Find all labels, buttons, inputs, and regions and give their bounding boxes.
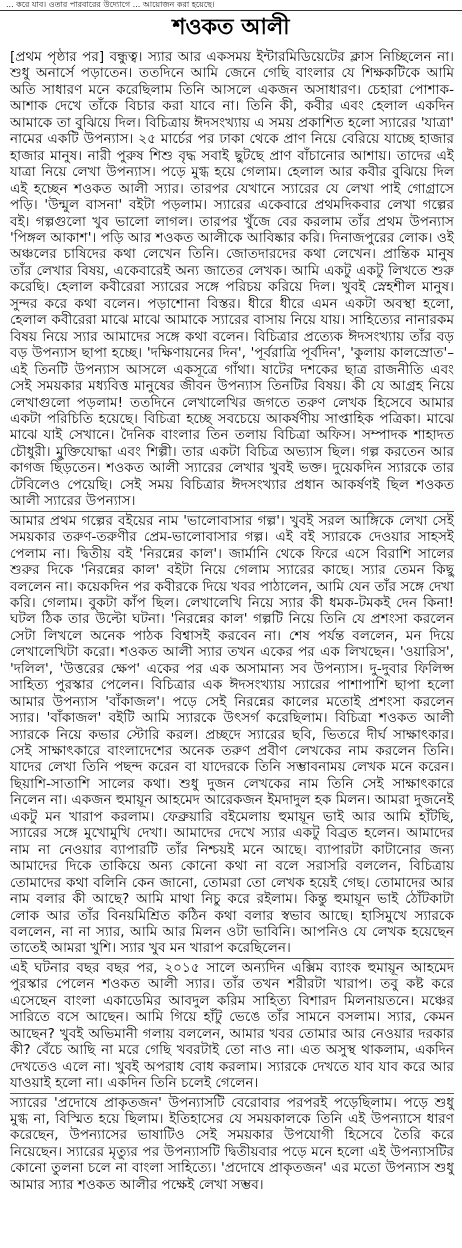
- paragraph: এই ঘটনার বছর বছর পর, ২০১৫ সালে অন্যদিন এক্সিম ব্যাংক হুমায়ূন আহমেদ পুরস্কার পেলেন শওকত আলী স্যার। তাঁর তখন শরীরটা খারাপ। তবু কষ্ট করে এসেছেন বাংলা একাডেমির আবদুল করিম সাহিত্য বিশারদ মিলনায়তনে। মঞ্চের সারিতে বসে আছেন। আমি গিয়ে হাঁটু ভেঙে তাঁর সামনে বসলাম। স্যার, কেমন আছেন? খুবই অভিমানী গলায় বললেন, আমার খবর তোমার আর নেওয়ার দরকার কী? বেঁচে আছি না মরে গেছি খবরটাই তো নাও না। এত অসুস্থ থাকলাম, একদিন দেখতেও এলে না। খুবই অপরাধ বোধ করলাম। স্যারকে দেখতে যাব যাব করে আর যাওয়াই হলো না। একদিন তিনি চলেই গেলেন।: [10, 959, 454, 1092]
- paragraph: স্যারের 'প্রদোষে প্রাকৃতজন' উপন্যাসটি বেরোবার পরপরই পড়েছিলাম। পড়ে শুধু মুগ্ধ না, বিস্মিত হয়ে ছিলাম। ইতিহাসের যে সময়কালকে তিনি এই উপন্যাসে ধারণ করেছেন, উপন্যাসের ভাষাটিও সেই সময়কার উপযোগী হিসেবে তৈরি করে নিয়েছেন। স্যারের মৃত্যুর পর উপন্যাসটি দ্বিতীয়বার পড়ে মনে হলো এই উপন্যাসটির কোনো তুলনা চলে না বাংলা সাহিত্যে। 'প্রদোষে প্রাকৃতজন' এর মতো উপন্যাস শুধু আমার স্যার শওকত আলীর পক্ষেই লেখা সম্ভব।: [10, 1094, 454, 1193]
- paragraph: আমার প্রথম গল্পের বইয়ের নাম 'ভালোবাসার গল্প'। খুবই সরল আঙ্গিকে লেখা সেই সময়কার তরুণ-তরুণীর প্রেম-ভালোবাসার গল্প। এই বই স্যারকে দেওয়ার সাহসই পেলাম না। দ্বিতীয় বই 'নিরন্নের কাল'। জার্মানি থেকে ফিরে এসে বিরাশি সালের শুরুর দিকে 'নিরন্নের কাল' বইটা নিয়ে গেলাম স্যারের কাছে। স্যার তেমন কিছু বললেন না। কয়েকদিন পর কবীরকে দিয়ে খবর পাঠালেন, আমি যেন তাঁর সঙ্গে দেখা করি। গেলাম। বুকটা কাঁপ ছিল। লেখালেখি নিয়ে স্যার কী ধমক-টমকই দেন কিনা! ঘটল ঠিক তার উল্টো ঘটনা। 'নিরন্নের কাল' গল্পটি নিয়ে তিনি যে প্রশংসা করলেন সেটা লিখলে অনেক পাঠক বিশ্বাসই করবেন না। শেষ পর্যন্ত বললেন, মন দিয়ে লেখালেখিটা করো। শওকত আলী স্যার তখন একের পর এক লিখছেন। 'ওয়ারিস', 'দলিল', 'উত্তরের ক্ষেপ' একের পর এক অসামান্য সব উপন্যাস। দু-দুবার ফিলিপ্স সাহিত্য পুরস্কার পেলেন। বিচিত্রার এক ঈদসংখ্যায় স্যারের পাশাপাশি ছাপা হলো আমার উপন্যাস 'বাঁকাজল'। পড়ে সেই নিরন্নের কালের মতোই প্রশংসা করলেন স্যার। 'বাঁকাজল' বইটি আমি স্যারকে উৎসর্গ করেছিলাম। বিচিত্রা শওকত আলী স্যারকে নিয়ে কভার স্টোরি করল। প্রচ্ছদে স্যারের ছবি, ভিতরে দীর্ঘ সাক্ষাৎকার। সেই সাক্ষাৎকারে বাংলাদেশের অনেক তরুণ প্রবীণ লেখকের নাম করলেন তিনি। যাদের লেখা তিনি পছন্দ করেন বা যাদেরকে তিনি সম্ভাবনাময় লেখক মনে করেন। ছিয়াশি-সাতাশি সালের কথা। শুধু দুজন লেখকের নাম তিনি সেই সাক্ষাৎকারে নিলেন না। একজন হুমায়ূন আহমেদ আরেকজন ইমদাদুল হক মিলন। আমরা দুজনেই একটু মন খারাপ করলাম। ফেব্রুয়ারি বইমেলায় হুমায়ূন ভাই আর আমি হাঁটছি, স্যারের সঙ্গে মুখোমুখি দেখা। আমাদের দেখে স্যার একটু বিব্রত হলেন। আমাদের নাম না নেওয়ার ব্যাপারটি তাঁর নিশ্চয়ই মনে আছে। ব্যাপারটা কাটানোর জন্য আমাদের দিকে তাকিয়ে অন্য কোনো কথা না বলে সরাসরি বললেন, বিচিত্রায় তোমাদের কথা বলিনি কেন জানো, তোমরা তো লেখক হয়েই গেছ। তোমাদের আর নাম বলার কী আছে? আমি মাথা নিচু করে রইলাম। কিন্তু হুমায়ূন ভাই ঠোঁটকাটা লোক আর তাঁর বিনয়মিশ্রিত কঠিন কথা বলার স্বভাব আছে। হাসিমুখে স্যারকে বললেন, না না স্যার, আমি আর মিলন ওটা ভাবিনি। আপনিও যে লেখক হয়েছেন তাতেই আমরা খুশি। স্যার খুব মন খারাপ করেছিলেন।: [10, 512, 454, 957]
- cut-off-previous-column-text: ... করে যাব। ওতার পারবারের উদ্যোগে ... আয়োজন করা হয়েছে।: [0, 0, 462, 11]
- article-header: [0, 11, 462, 47]
- article-title: শওকত আলী: [172, 15, 290, 40]
- paragraph: [প্রথম পৃষ্ঠার পর] বন্ধুত্ব। স্যার আর একসময় ইন্টারমিডিয়েটের ক্লাস নিচ্ছিলেন না। শুধু অনার্সে পড়াতেন। ততদিনে আমি জেনে গেছি বাংলার যে শিক্ষকটিকে আমি অতি সাধারণ মনে করেছিলাম তিনি আসলে একজন অসাধারণ। চেহারা পোশাক-আশাক দেখে তাঁকে বিচার করা যাবে না। তিনি কী, কবীর এবং হেলাল একদিন আমাকে তা বুঝিয়ে দিল। বিচিত্রায় ঈদসংখ্যায় এ সময় প্রকাশিত হলো স্যারের 'যাত্রা' নামের একটি উপন্যাস। ২৫ মার্চের পর ঢাকা থেকে প্রাণ নিয়ে বেরিয়ে যাচ্ছে হাজার হাজার মানুষ। নারী পুরুষ শিশু বৃদ্ধ সবাই ছুটছে প্রাণ বাঁচানোর আশায়। তাদের এই যাত্রা নিয়ে লেখা উপন্যাস। পড়ে মুগ্ধ হয়ে গেলাম। হেলাল আর কবীর বুঝিয়ে দিল এই হচ্ছেন শওকত আলী স্যার। তারপর যেখানে স্যারের যে লেখা পাই গোগ্রাসে পড়ি। 'উন্মুল বাসনা' বইটা পড়লাম। স্যারের একেবারে প্রথমদিকবার লেখা গল্পের বই। গল্পগুলো খুব ভালো লাগল। তারপর খুঁজে বের করলাম তাঁর প্রথম উপন্যাস 'পিঙ্গল আকাশ'। পড়ি আর শওকত আলীকে আবিষ্কার করি। দিনাজপুরের লোক। ওই অঞ্চলের চাষিদের কথা লেখেন তিনি। জোতদারদের কথা লেখেন। প্রান্তিক মানুষ তাঁর লেখার বিষয়, একেবারেই অন্য জাতের লেখক। আমি একটু একটু লিখতে শুরু করেছি। হেলাল কবীরেরা স্যারের সঙ্গে পরিচয় করিয়ে দিল। খুবই স্নেহশীল মানুষ। সুন্দর করে কথা বলেন। পড়াশোনা বিস্তর। ধীরে ধীরে এমন একটা অবস্থা হলো, হেলাল কবীরেরা মাঝে মাঝে আমাকে স্যারের বাসায় নিয়ে যায়। সাহিত্যের নানারকম বিষয় নিয়ে স্যার আমাদের সঙ্গে কথা বলেন। বিচিত্রার প্রত্যেক ঈদসংখ্যায় তাঁর বড় বড় উপন্যাস ছাপা হচ্ছে। 'দক্ষিণায়নের দিন', 'পূর্বরাত্রি পূর্বদিন', 'কুলায় কালস্রোত'– এই তিনটি উপন্যাস আসলে একসূত্রে গাঁথা। ষাটের দশকের ছাত্র রাজনীতি এবং সেই সময়কার মধ্যবিত্ত মানুষের জীবন উপন্যাস তিনটির বিষয়। কী যে আগ্রহ নিয়ে লেখাগুলো পড়লাম! ততদিনে লেখালেখির জগতে তরুণ লেখক হিসেবে আমার একটা পরিচিতি হয়েছে। বিচিত্রা হচ্ছে সবচেয়ে আকর্ষণীয় সাপ্তাহিক পত্রিকা। মাঝে মাঝে যাই সেখানে। দৈনিক বাংলার তিন তলায় বিচিত্রা অফিস। সম্পাদক শাহাদত চৌধুরী। মুক্তিযোদ্ধা এবং শিল্পী। তার একটা বিচিত্র অভ্যাস ছিল। গল্প করতেন আর কাগজ ছিঁড়তেন। শওকত আলী স্যারের লেখার খুবই ভক্ত। দুয়েকদিন স্যারকে তার টেবিলেও পেয়েছি। সেই সময় বিচিত্রার ঈদসংখ্যার প্রধান আকর্ষণই ছিল শওকত আলী স্যারের উপন্যাস।: [10, 49, 454, 510]
- article-body: [0, 47, 462, 1193]
